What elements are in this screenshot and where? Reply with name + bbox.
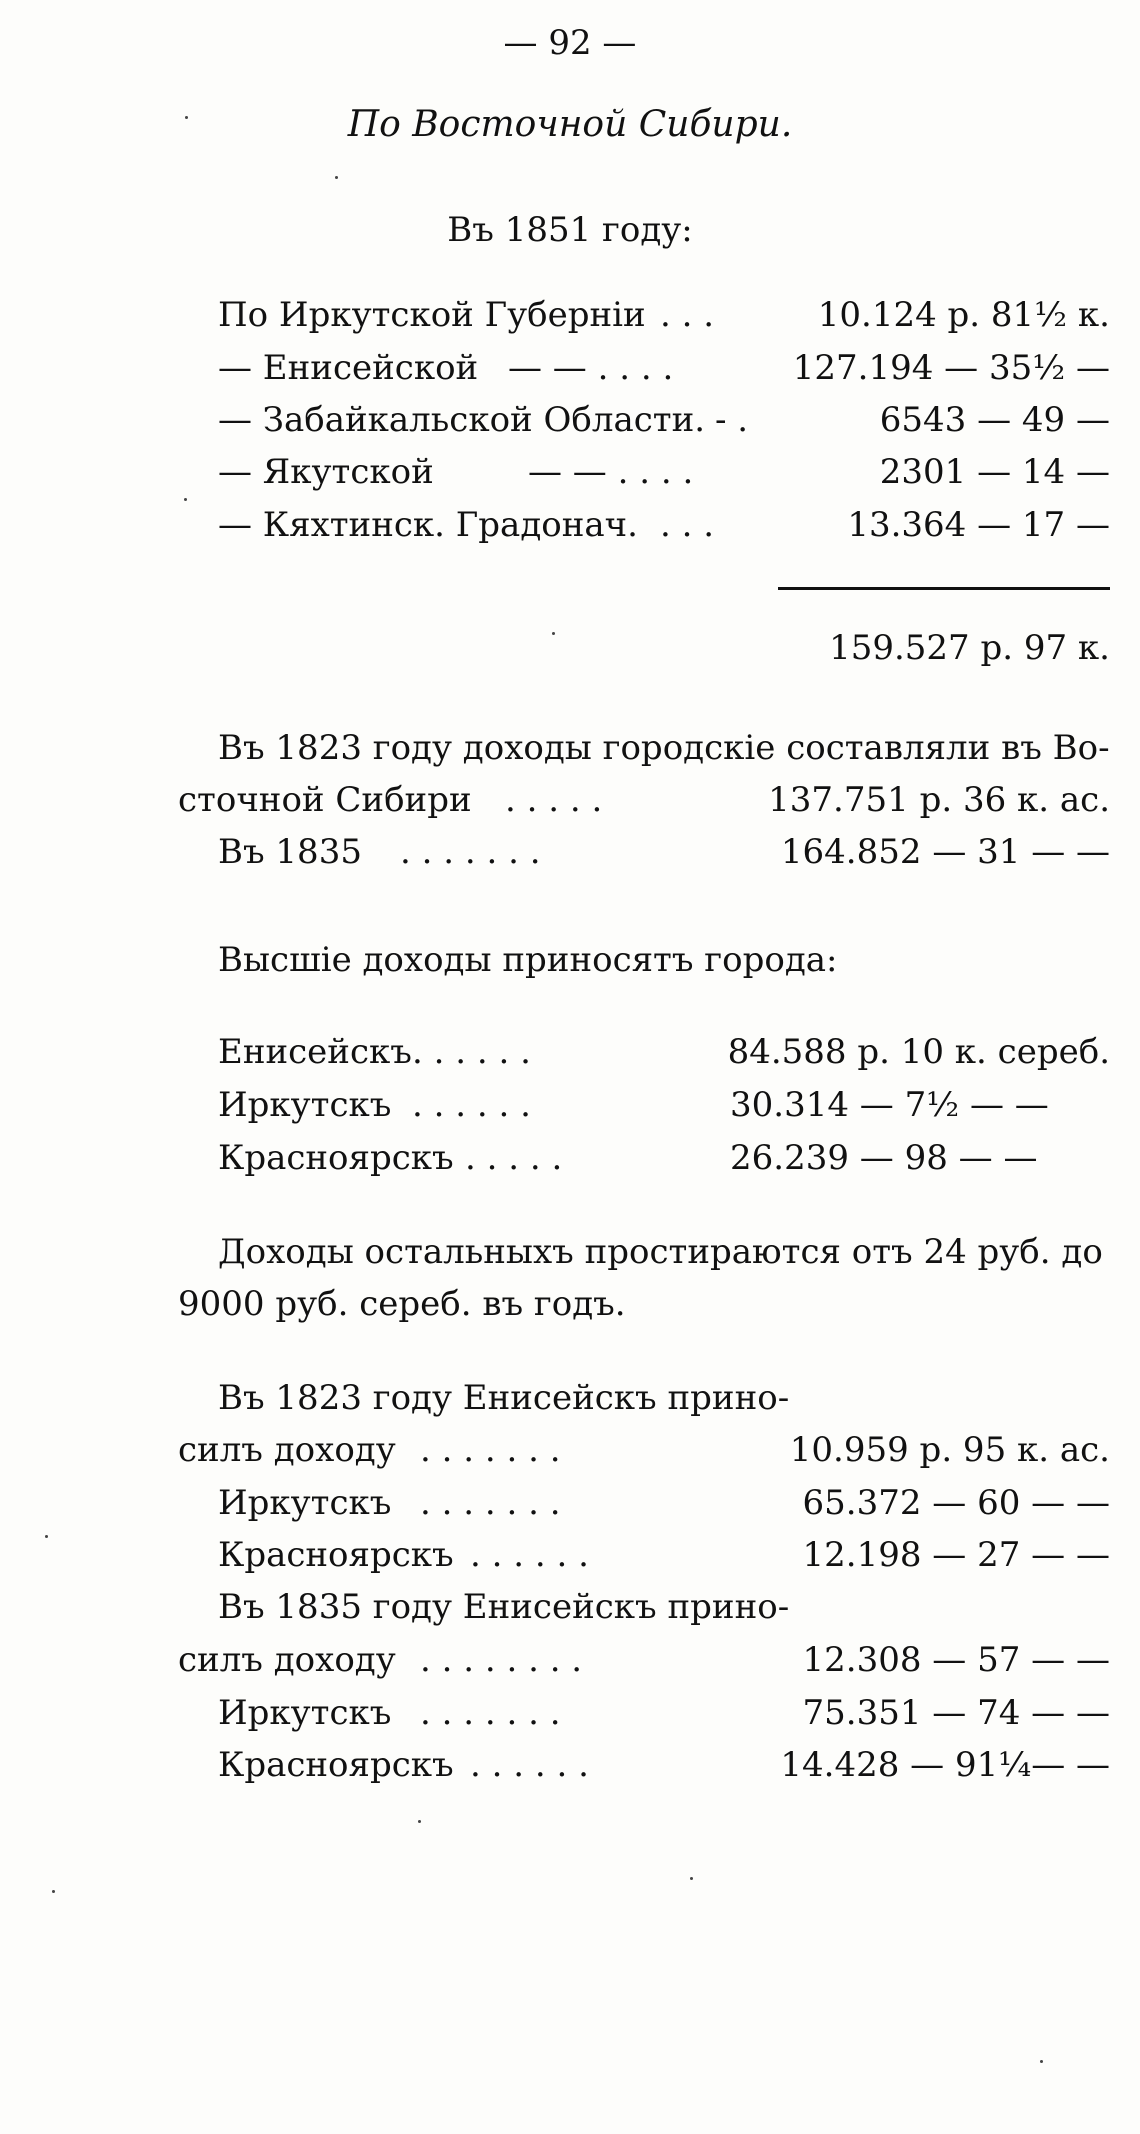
s3-row2-label: Иркутскъ (218, 1085, 392, 1125)
s2-line3-dots: . . . . . . . (400, 832, 541, 872)
s5-row2-amount: 10.959 р. 95 к. ас. (789, 1430, 1110, 1470)
s5-row8-amount: 14.428 — 91¼— — (780, 1745, 1110, 1785)
s5-row3-dots: . . . . . . . (420, 1483, 561, 1523)
s3-row1-dots: . . . . . . (412, 1032, 531, 1072)
scan-speck (335, 176, 338, 179)
scan-speck (552, 632, 555, 635)
scan-speck (418, 1820, 421, 1823)
s5-row4-amount: 12.198 — 27 — — (802, 1535, 1110, 1575)
s2-line2-label: сточной Сибири (178, 780, 472, 820)
s3-row1-label: Енисейскъ (218, 1032, 412, 1072)
s5-row3-amount: 65.372 — 60 — — (802, 1483, 1110, 1523)
s5-row3-label: Иркутскъ (218, 1483, 392, 1523)
s3-row1-amount: 84.588 р. 10 к. сереб. (727, 1032, 1110, 1072)
s1-row1-label: По Иркутской Губерніи (218, 295, 646, 335)
s1-row2-dots: — — . . . . (508, 348, 674, 388)
s5-row6-dots: . . . . . . . . (420, 1640, 583, 1680)
scan-speck (1040, 2060, 1043, 2063)
s1-row3-amount: 6543 — 49 — (879, 400, 1110, 440)
s5-row7-label: Иркутскъ (218, 1693, 392, 1733)
s3-heading: Высшіе доходы приносятъ города: (218, 940, 838, 980)
section1-heading: Въ 1851 году: (447, 210, 693, 250)
s5-row8-label: Красноярскъ (218, 1745, 454, 1785)
s2-line2-amount: 137.751 р. 36 к. ас. (768, 780, 1110, 820)
s1-row5-dots: . . . (660, 505, 715, 545)
page-title: По Восточной Сибири. (347, 104, 793, 145)
s1-row2-amount: 127.194 — 35½ — (792, 348, 1110, 388)
s5-row7-dots: . . . . . . . (420, 1693, 561, 1733)
s1-row3-dots: - . (715, 400, 749, 440)
s5-row2-label: силъ доходу (178, 1430, 396, 1470)
s4-line2: 9000 руб. сереб. въ годъ. (178, 1284, 626, 1324)
scan-speck (185, 116, 188, 119)
s3-row3-label: Красноярскъ (218, 1138, 454, 1178)
page-number: — 92 — (503, 23, 637, 63)
s1-row4-label: — Якутской (218, 452, 434, 492)
scan-speck (52, 1890, 55, 1893)
s1-row3-label: — Забайкальской Области. (218, 400, 706, 440)
total-rule (778, 587, 1110, 590)
s2-line1: Въ 1823 году доходы городскіе составляли въ Во- (218, 728, 1110, 768)
s5-row1-label: Въ 1823 году Енисейскъ прино- (218, 1378, 790, 1418)
s1-row5-amount: 13.364 — 17 — (847, 505, 1110, 545)
s1-row2-label: — Енисейской (218, 348, 479, 388)
scan-speck (184, 498, 187, 501)
s5-row4-label: Красноярскъ (218, 1535, 454, 1575)
s3-row3-amount: 26.239 — 98 — — (730, 1138, 1038, 1178)
s2-line3-label: Въ 1835 (218, 832, 362, 872)
s1-total: 159.527 р. 97 к. (829, 628, 1110, 668)
s1-row4-amount: 2301 — 14 — (879, 452, 1110, 492)
scan-speck (690, 1877, 693, 1880)
s5-row6-label: силъ доходу (178, 1640, 396, 1680)
s5-row5-label: Въ 1835 году Енисейскъ прино- (218, 1587, 790, 1627)
s1-row1-dots: . . . (660, 295, 715, 335)
s5-row4-dots: . . . . . . (470, 1535, 589, 1575)
s3-row3-dots: . . . . . (465, 1138, 563, 1178)
s3-row2-dots: . . . . . . (412, 1085, 531, 1125)
s1-row5-label: — Кяхтинск. Градонач. (218, 505, 638, 545)
s5-row7-amount: 75.351 — 74 — — (802, 1693, 1110, 1733)
s2-line3-amount: 164.852 — 31 — — (780, 832, 1110, 872)
s1-row4-dots: — — . . . . (528, 452, 694, 492)
s4-line1: Доходы остальныхъ простираются отъ 24 руб. до (218, 1232, 1103, 1272)
scan-speck (45, 1535, 48, 1538)
s5-row6-amount: 12.308 — 57 — — (802, 1640, 1110, 1680)
s5-row2-dots: . . . . . . . (420, 1430, 561, 1470)
s1-row1-amount: 10.124 р. 81½ к. (817, 295, 1110, 335)
s5-row8-dots: . . . . . . (470, 1745, 589, 1785)
s2-line2-dots: . . . . . (505, 780, 603, 820)
s3-row2-amount: 30.314 — 7½ — — (730, 1085, 1049, 1125)
